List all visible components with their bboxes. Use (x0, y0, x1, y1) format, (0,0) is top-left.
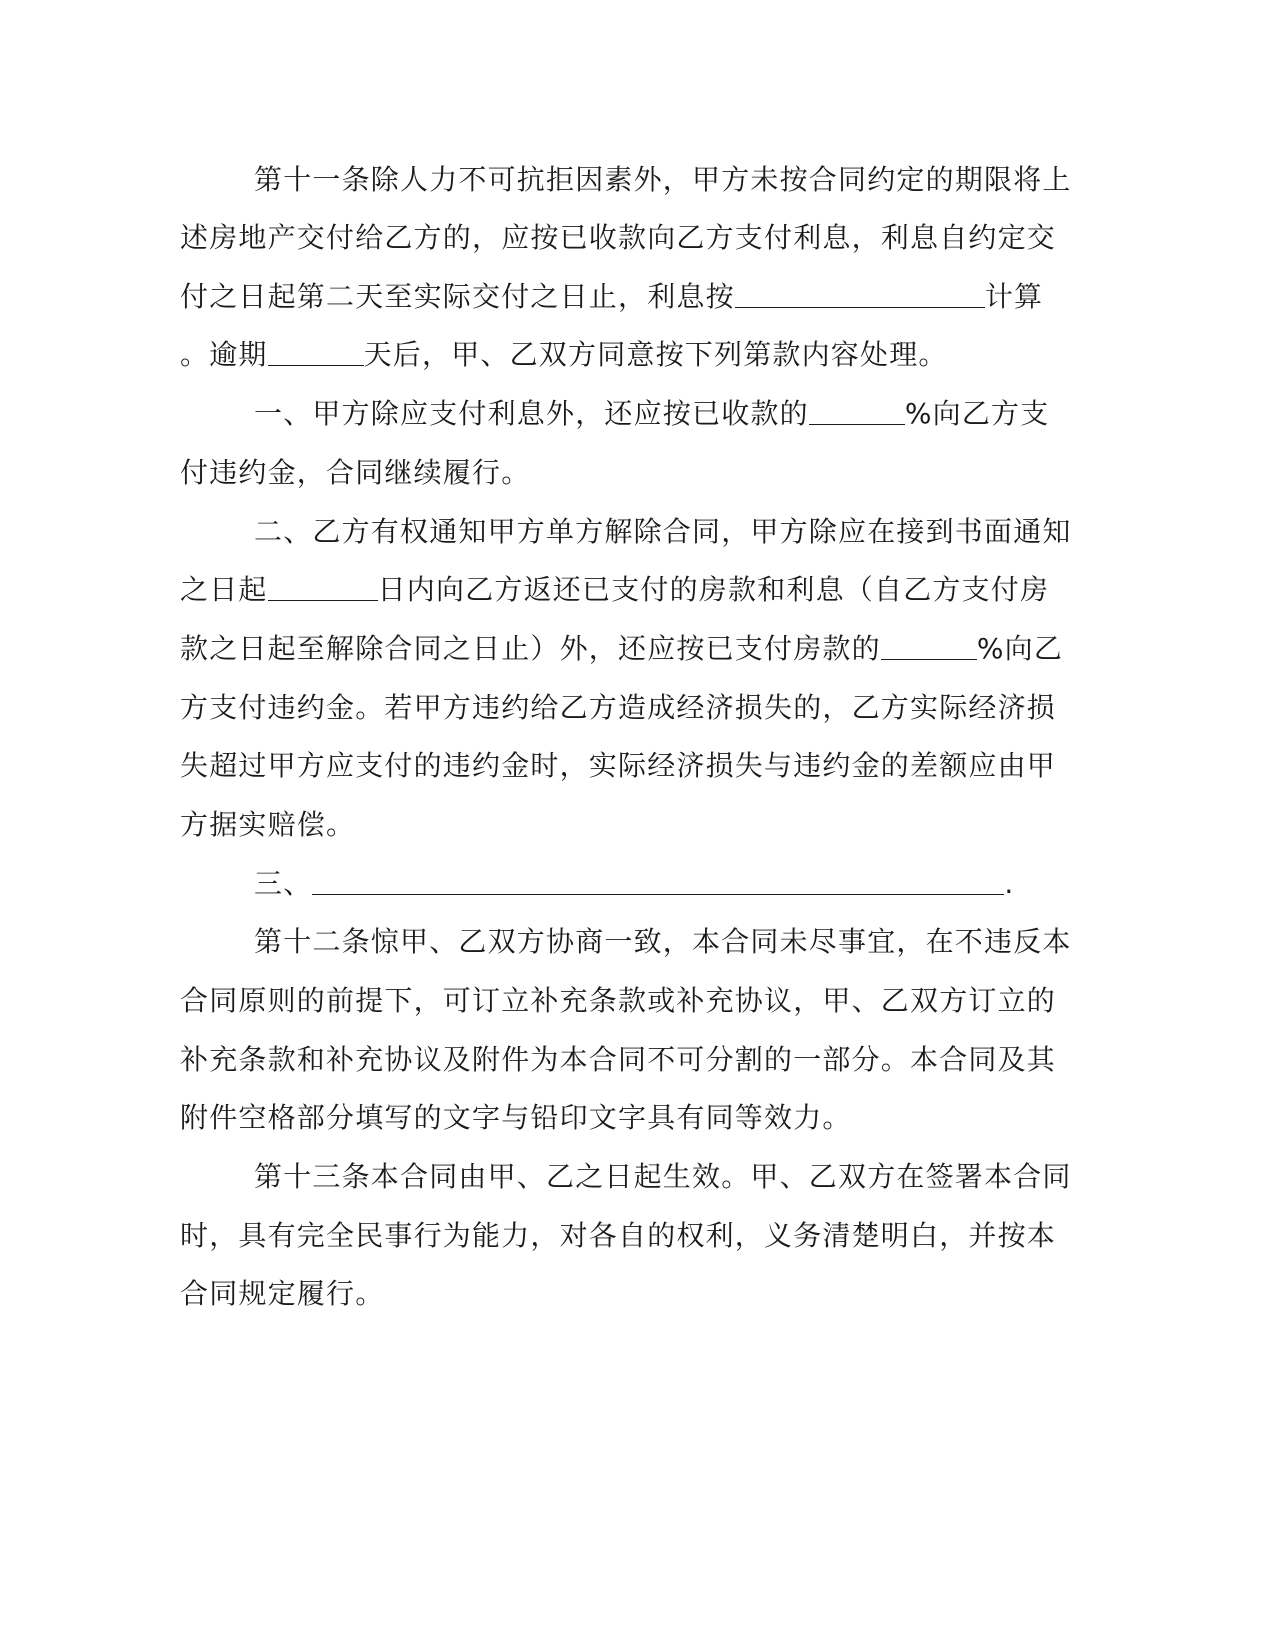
fill-in-blank[interactable] (809, 394, 905, 425)
clause-12-line-2: 合同原则的前提下，可订立补充条款或补充协议，甲、乙双方订立的 (180, 984, 1057, 1017)
text-segment: 日内向乙方返还已支付的房款和利息（自乙方支付房 (377, 573, 1050, 606)
clause-13-line-1: 第十三条本合同由甲、乙之日起生效。甲、乙双方在签署本合同 (254, 1160, 1072, 1193)
clause-11-line-4 (180, 335, 948, 375)
clause-11-line-2: 述房地产交付给乙方的，应按已收款向乙方支付利息，利息自约定交 (180, 221, 1057, 254)
item-2-line-4: 方支付违约金。若甲方违约给乙方造成经济损失的，乙方实际经济损 (180, 691, 1057, 724)
text-segment: 之日起 (180, 573, 268, 606)
text-segment: 一、甲方除应支付利息外，还应按已收款的 (254, 397, 809, 430)
clause-13-line-2: 时，具有完全民事行为能力，对各自的权利，义务清楚明白，并按本 (180, 1219, 1057, 1252)
fill-in-blank[interactable] (312, 864, 1004, 895)
fill-in-blank[interactable] (735, 277, 985, 308)
fill-in-blank[interactable] (268, 570, 378, 601)
item-3-line (254, 864, 1015, 904)
text-segment: 款之日起至解除合同之日止）外，还应按已支付房款的 (180, 632, 881, 665)
fill-in-blank[interactable] (268, 335, 364, 366)
fill-in-blank[interactable] (881, 629, 977, 660)
text-segment: 。逾期 (180, 338, 268, 371)
item-2-line-1: 二、乙方有权通知甲方单方解除合同，甲方除应在接到书面通知 (254, 515, 1072, 548)
clause-13-line-3: 合同规定履行。 (180, 1277, 385, 1310)
text-segment: 天后，甲、乙双方同意按下列第款内容处理。 (363, 338, 948, 371)
text-segment: %向乙 (976, 632, 1064, 665)
item-2-line-6: 方据实赔偿。 (180, 808, 356, 841)
item-2-line-3 (180, 629, 1063, 669)
text-segment: 三、 (254, 867, 313, 900)
item-1-line-1 (254, 394, 1049, 434)
item-2-line-5: 失超过甲方应支付的违约金时，实际经济损失与违约金的差额应由甲 (180, 749, 1057, 782)
text-segment: 计算 (984, 280, 1044, 313)
clause-12-line-1: 第十二条惊甲、乙双方协商一致，本合同未尽事宜，在不违反本 (254, 925, 1072, 958)
clause-11-line-3 (180, 277, 1043, 317)
clause-12-line-3: 补充条款和补充协议及附件为本合同不可分割的一部分。本合同及其 (180, 1043, 1057, 1076)
clause-11-line-1: 第十一条除人力不可抗拒因素外，甲方未按合同约定的期限将上 (254, 163, 1072, 196)
item-1-line-2: 付违约金，合同继续履行。 (180, 456, 531, 489)
text-segment: 付之日起第二天至实际交付之日止，利息按 (180, 280, 735, 313)
text-segment: . (1004, 867, 1015, 900)
text-segment: %向乙方支 (904, 397, 1050, 430)
item-2-line-2 (180, 570, 1049, 610)
clause-12-line-4: 附件空格部分填写的文字与铅印文字具有同等效力。 (180, 1101, 852, 1134)
